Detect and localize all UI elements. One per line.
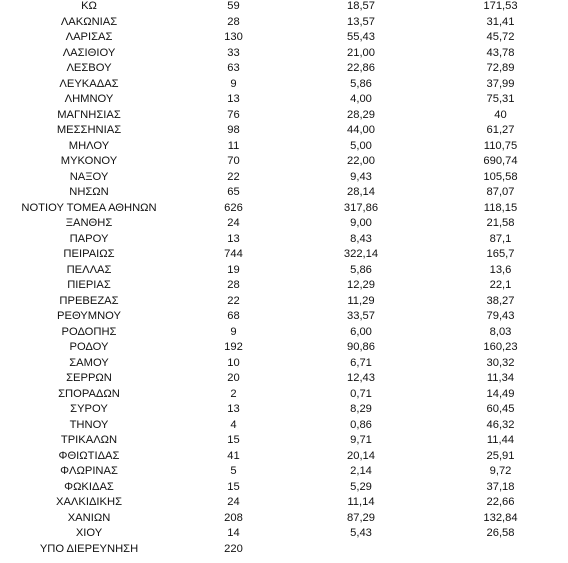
region-name-cell: ΜΕΣΣΗΝΙΑΣ: [56, 124, 122, 136]
case-count-cell: 5: [230, 465, 237, 477]
daily-average-cell: 0,71: [350, 387, 372, 400]
table-row: [0, 449, 568, 465]
case-count-cell: 68: [227, 310, 240, 322]
case-count-cell: 24: [227, 217, 240, 229]
daily-average-cell: 20,14: [347, 449, 375, 462]
case-count-cell: 98: [227, 124, 240, 136]
region-name-cell: ΠΡΕΒΕΖΑΣ: [59, 294, 119, 307]
daily-average-cell: 12,43: [347, 372, 375, 384]
rate-cell: 21,58: [486, 217, 515, 229]
daily-average-cell: 4,00: [350, 93, 372, 105]
table-row: [0, 216, 568, 232]
region-name-cell: ΣΥΡΟΥ: [70, 403, 108, 415]
daily-average-cell: 90,86: [347, 341, 375, 353]
case-count-cell: 28: [227, 15, 240, 28]
case-count-cell: 130: [224, 31, 243, 43]
table-row: [0, 15, 568, 31]
rate-cell: 31,41: [486, 15, 515, 28]
rate-cell: 690,74: [483, 155, 518, 167]
table-row: [0, 92, 568, 108]
daily-average-cell: 11,14: [347, 496, 375, 508]
case-count-cell: 63: [227, 62, 240, 74]
table-row: [0, 61, 568, 77]
rate-cell: 46,32: [486, 418, 515, 431]
region-name-cell: ΥΠΟ ΔΙΕΡΕΥΝΗΣΗ: [39, 542, 139, 555]
daily-average-cell: 22,86: [347, 62, 375, 74]
region-name-cell: ΠΕΛΛΑΣ: [66, 263, 112, 276]
rate-cell: 165,7: [486, 248, 515, 260]
table-row: [0, 232, 568, 248]
rate-cell: 8,03: [489, 325, 512, 338]
rate-cell: 22,66: [486, 496, 515, 508]
region-name-cell: ΚΩ: [81, 0, 97, 12]
table-row: [0, 139, 568, 155]
case-count-cell: 2: [230, 387, 237, 400]
table-row: [0, 123, 568, 139]
table-row: [0, 340, 568, 356]
region-name-cell: ΧΙΟΥ: [75, 527, 103, 539]
region-name-cell: ΠΕΙΡΑΙΩΣ: [63, 248, 115, 260]
daily-average-cell: 317,86: [343, 201, 379, 214]
table-row: [0, 263, 568, 279]
daily-average-cell: 33,57: [347, 310, 375, 322]
rate-cell: 87,1: [489, 232, 512, 245]
region-name-cell: ΦΛΩΡΙΝΑΣ: [60, 465, 118, 477]
region-name-cell: ΝΗΣΩΝ: [69, 186, 109, 198]
table-row: [0, 418, 568, 434]
table-row: [0, 402, 568, 418]
region-name-cell: ΜΗΛΟΥ: [68, 139, 110, 152]
region-name-cell: ΛΕΣΒΟΥ: [66, 62, 112, 74]
region-name-cell: ΛΑΣΙΘΙΟΥ: [62, 46, 116, 59]
case-count-cell: 76: [227, 108, 240, 121]
table-row: [0, 108, 568, 124]
region-name-cell: ΛΑΚΩΝΙΑΣ: [60, 15, 118, 28]
table-row: [0, 278, 568, 294]
daily-average-cell: 5,29: [350, 480, 372, 493]
table-row: [0, 30, 568, 46]
case-count-cell: 9: [230, 77, 237, 90]
daily-average-cell: 2,14: [350, 465, 372, 477]
region-name-cell: ΠΙΕΡΙΑΣ: [67, 279, 111, 291]
rate-cell: 118,15: [483, 201, 518, 214]
table-row: [0, 526, 568, 542]
region-name-cell: ΞΑΝΘΗΣ: [65, 217, 113, 229]
region-name-cell: ΛΕΥΚΑΔΑΣ: [59, 77, 119, 90]
region-name-cell: ΠΑΡΟΥ: [69, 232, 109, 245]
daily-average-cell: 9,71: [350, 434, 372, 446]
daily-average-cell: 0,86: [350, 418, 372, 431]
case-count-cell: 59: [227, 0, 240, 12]
rate-cell: 9,72: [489, 465, 512, 477]
rate-cell: 132,84: [483, 511, 518, 524]
table-row: [0, 185, 568, 201]
daily-average-cell: 5,86: [350, 77, 372, 90]
case-count-cell: 28: [227, 279, 240, 291]
case-count-cell: 10: [227, 356, 240, 369]
table-row: [0, 154, 568, 170]
daily-average-cell: 13,57: [347, 15, 375, 28]
case-count-cell: 13: [227, 93, 240, 105]
rate-cell: 105,58: [483, 170, 518, 183]
case-count-cell: 11: [227, 139, 240, 152]
daily-average-cell: 322,14: [343, 248, 379, 260]
rate-cell: 38,27: [486, 294, 515, 307]
rate-cell: 45,72: [486, 31, 515, 43]
region-name-cell: ΜΥΚΟΝΟΥ: [60, 155, 118, 167]
case-count-cell: 192: [224, 341, 243, 353]
table-row: [0, 387, 568, 403]
daily-average-cell: 5,86: [350, 263, 372, 276]
daily-average-cell: 6,00: [350, 325, 372, 338]
rate-cell: [433, 542, 568, 558]
case-count-cell: 13: [227, 403, 240, 415]
daily-average-cell: 44,00: [347, 124, 375, 136]
table-row: [0, 46, 568, 62]
daily-average-cell: 9,43: [350, 170, 372, 183]
case-count-cell: 24: [227, 496, 240, 508]
rate-cell: 11,44: [486, 434, 515, 446]
region-name-cell: ΛΑΡΙΣΑΣ: [65, 31, 113, 43]
case-count-cell: 220: [224, 542, 243, 555]
daily-average-cell: 8,29: [350, 403, 372, 415]
rate-cell: 160,23: [483, 341, 518, 353]
rate-cell: 13,6: [489, 263, 512, 276]
rate-cell: 43,78: [486, 46, 515, 59]
daily-average-cell: 87,29: [347, 511, 375, 524]
daily-average-cell: 12,29: [347, 279, 375, 291]
region-name-cell: ΤΗΝΟΥ: [69, 418, 109, 431]
daily-average-cell: 21,00: [347, 46, 375, 59]
rate-cell: 37,18: [486, 480, 515, 493]
region-name-cell: ΛΗΜΝΟΥ: [64, 93, 114, 105]
rate-cell: 22,1: [489, 279, 512, 291]
case-count-cell: 4: [230, 418, 237, 431]
daily-average-cell: 22,00: [347, 155, 375, 167]
case-count-cell: 19: [227, 263, 240, 276]
region-name-cell: ΤΡΙΚΑΛΩΝ: [60, 434, 118, 446]
daily-average-cell: 8,43: [350, 232, 372, 245]
rate-cell: 40: [494, 108, 507, 121]
table-row: [0, 309, 568, 325]
region-name-cell: ΦΩΚΙΔΑΣ: [64, 480, 114, 493]
rate-cell: 79,43: [486, 310, 515, 322]
daily-average-cell: 6,71: [350, 356, 372, 369]
region-name-cell: ΣΑΜΟΥ: [69, 356, 109, 369]
region-name-cell: ΣΕΡΡΩΝ: [66, 372, 112, 384]
case-count-cell: 41: [227, 449, 240, 462]
case-count-cell: 14: [227, 527, 240, 539]
rate-cell: 61,27: [486, 124, 515, 136]
case-count-cell: 626: [224, 201, 243, 214]
case-count-cell: 208: [224, 511, 243, 524]
table-row: [0, 201, 568, 217]
region-name-cell: ΝΟΤΙΟΥ ΤΟΜΕΑ ΑΘΗΝΩΝ: [21, 201, 157, 214]
region-name-cell: ΡΟΔΟΠΗΣ: [61, 325, 117, 338]
rate-cell: 37,99: [486, 77, 515, 90]
case-count-cell: 9: [230, 325, 237, 338]
rate-cell: 25,91: [486, 449, 515, 462]
daily-average-cell: 28,29: [347, 108, 375, 121]
table-row: [0, 495, 568, 511]
region-name-cell: ΧΑΛΚΙΔΙΚΗΣ: [55, 496, 122, 508]
case-count-cell: 15: [227, 434, 240, 446]
case-count-cell: 15: [227, 480, 240, 493]
rate-cell: 14,49: [486, 387, 515, 400]
table-row: [0, 356, 568, 372]
daily-average-cell: 5,43: [350, 527, 372, 539]
case-count-cell: 22: [227, 294, 240, 307]
table-row: [0, 0, 568, 15]
rate-cell: 110,75: [483, 139, 518, 152]
table-row: [0, 433, 568, 449]
daily-average-cell: 5,00: [350, 139, 372, 152]
rate-cell: 60,45: [486, 403, 515, 415]
table-row: [0, 542, 568, 558]
region-name-cell: ΝΑΞΟΥ: [69, 170, 109, 183]
region-name-cell: ΦΘΙΩΤΙΔΑΣ: [58, 449, 120, 462]
table-row: [0, 464, 568, 480]
table-row: [0, 294, 568, 310]
region-name-cell: ΧΑΝΙΩΝ: [67, 511, 111, 524]
region-name-cell: ΣΠΟΡΑΔΩΝ: [58, 387, 120, 400]
rate-cell: 30,32: [486, 356, 515, 369]
rate-cell: 11,34: [486, 372, 515, 384]
case-count-cell: 22: [227, 170, 240, 183]
table-row: [0, 247, 568, 263]
table-row: [0, 170, 568, 186]
case-count-cell: 13: [227, 232, 240, 245]
daily-average-cell: 28,14: [347, 186, 375, 198]
case-count-cell: 33: [227, 46, 240, 59]
table-row: [0, 77, 568, 93]
rate-cell: 26,58: [486, 527, 515, 539]
region-name-cell: ΜΑΓΝΗΣΙΑΣ: [57, 108, 121, 121]
region-name-cell: ΡΕΘΥΜΝΟΥ: [57, 310, 121, 322]
table-row: [0, 511, 568, 527]
case-count-cell: 65: [227, 186, 240, 198]
daily-average-cell: 11,29: [347, 294, 375, 307]
table-row: [0, 325, 568, 341]
region-name-cell: ΡΟΔΟΥ: [69, 341, 109, 353]
rate-cell: 171,53: [483, 0, 518, 12]
daily-average-cell: 9,00: [350, 217, 372, 229]
daily-average-cell: 18,57: [347, 0, 375, 12]
daily-average-cell: [289, 542, 433, 558]
rate-cell: 72,89: [486, 62, 515, 74]
table-row: [0, 371, 568, 387]
case-count-cell: 20: [227, 372, 240, 384]
daily-average-cell: 55,43: [347, 31, 375, 43]
case-count-cell: 70: [227, 155, 240, 167]
rate-cell: 75,31: [486, 93, 515, 105]
rate-cell: 87,07: [486, 186, 515, 198]
case-count-cell: 744: [224, 248, 243, 260]
table-row: [0, 480, 568, 496]
